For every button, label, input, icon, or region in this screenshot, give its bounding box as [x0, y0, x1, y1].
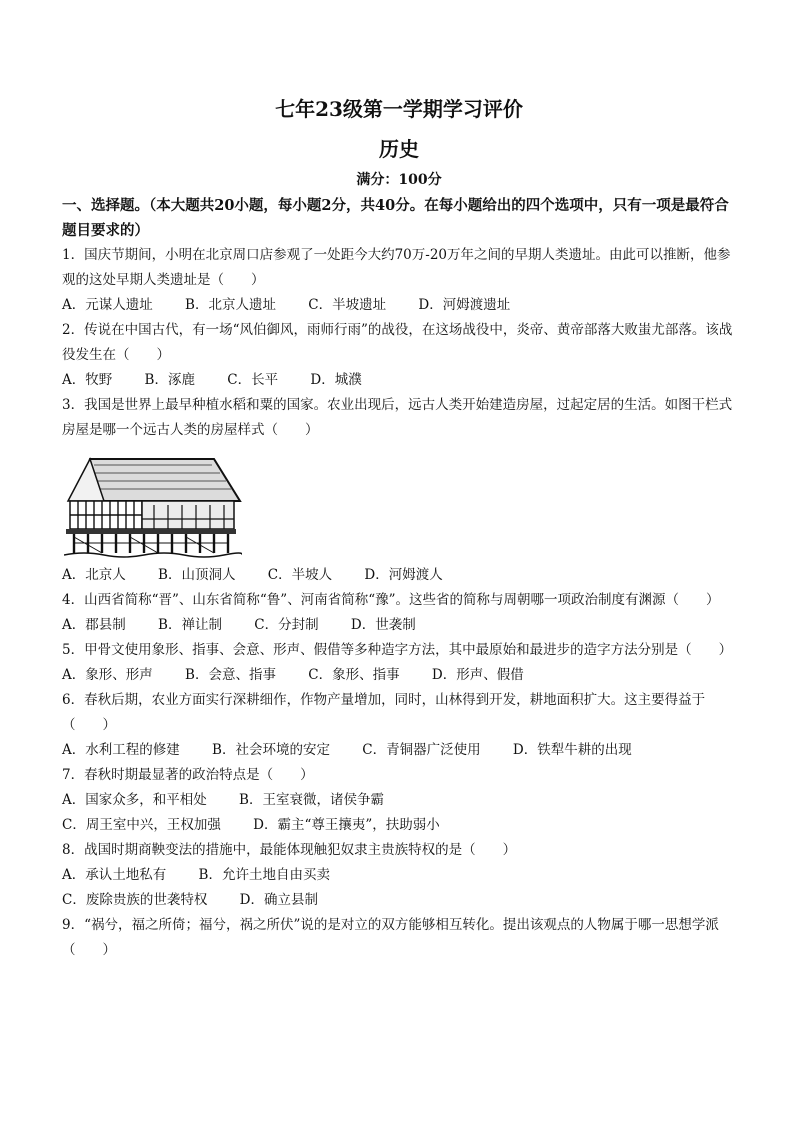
option-a[interactable]: A．象形、形声 [62, 667, 153, 683]
question-3: 3．我国是世界上最早种植水稻和粟的国家。农业出现后，远古人类开始建造房屋，过起定居的生活。如图干栏式房屋是哪一个远古人类的房屋样式（ ） [62, 397, 733, 438]
question-8-options-row-1 [62, 863, 736, 888]
option-d[interactable]: D．河姆渡人 [364, 567, 443, 583]
question-7-options-row-1 [62, 788, 736, 813]
option-c[interactable]: C．分封制 [254, 617, 319, 633]
option-d[interactable]: D．确立县制 [239, 892, 318, 908]
option-c[interactable]: C．象形、指事 [308, 667, 400, 683]
option-b[interactable]: B．涿鹿 [144, 372, 195, 388]
section-heading: 一、选择题。（本大题共20小题，每小题2分，共40分。在每小题给出的四个选项中，只有一项是最符合题目要求的） [62, 197, 729, 239]
exam-title: 七年23级第一学期学习评价 [275, 97, 523, 121]
option-c[interactable]: C．周王室中兴，王权加强 [62, 817, 221, 833]
option-b[interactable]: B．山顶洞人 [158, 567, 236, 583]
option-b[interactable]: B．社会环境的安定 [212, 742, 330, 758]
question-7-options-row-2 [62, 813, 736, 838]
option-a[interactable]: A．水利工程的修建 [62, 742, 180, 758]
option-a[interactable]: A．郡县制 [62, 617, 126, 633]
option-d[interactable]: D．世袭制 [350, 617, 416, 633]
option-a[interactable]: A．北京人 [62, 567, 126, 583]
question-3-options [62, 563, 736, 588]
full-score: 满分：100分 [356, 172, 442, 188]
option-b[interactable]: B．会意、指事 [185, 667, 276, 683]
option-c[interactable]: C．废除贵族的世袭特权 [62, 892, 208, 908]
exam-page [62, 92, 736, 963]
question-8: 8．战国时期商鞅变法的措施中，最能体现触犯奴隶主贵族特权的是（ ） [62, 842, 517, 858]
option-d[interactable]: D．城濮 [310, 372, 362, 388]
question-5-options [62, 663, 736, 688]
option-d[interactable]: D．河姆渡遗址 [418, 297, 511, 313]
option-b[interactable]: B．北京人遗址 [185, 297, 276, 313]
option-a[interactable]: A．牧野 [62, 372, 113, 388]
stilt-house-illustration [64, 449, 242, 559]
question-4-options [62, 613, 736, 638]
question-6: 6．春秋后期，农业方面实行深耕细作，作物产量增加，同时，山林得到开发，耕地面积扩大。这主要得益于（ ） [62, 692, 706, 733]
option-c[interactable]: C．半坡人 [267, 567, 333, 583]
option-b[interactable]: B．允许土地自由买卖 [198, 867, 330, 883]
question-4: 4．山西省简称“晋”、山东省简称“鲁”、河南省简称“豫”。这些省的简称与周朝哪一项政治制度有渊源（ ） [62, 592, 720, 608]
option-d[interactable]: D．形声、假借 [431, 667, 524, 683]
question-8-options-row-2 [62, 888, 736, 913]
option-d[interactable]: D．铁犁牛耕的出现 [512, 742, 632, 758]
question-2: 2．传说在中国古代，有一场“风伯御风，雨师行雨”的战役，在这场战役中，炎帝、黄帝部落大败蚩尤部落。该战役发生在（ ） [62, 322, 733, 363]
option-c[interactable]: C．长平 [227, 372, 279, 388]
question-6-options [62, 738, 736, 763]
question-1-options [62, 293, 736, 318]
subject-title: 历史 [379, 137, 419, 161]
option-c[interactable]: C．半坡遗址 [308, 297, 387, 313]
question-9: 9．“祸兮，福之所倚；福兮，祸之所伏”说的是对立的双方能够相互转化。提出该观点的人物属于哪一思想学派（ ） [62, 917, 719, 958]
option-a[interactable]: A．国家众多，和平相处 [62, 792, 207, 808]
option-d[interactable]: D．霸主“尊王攘夷”，扶助弱小 [253, 817, 440, 833]
question-7: 7．春秋时期最显著的政治特点是（ ） [62, 767, 314, 783]
question-5: 5．甲骨文使用象形、指事、会意、形声、假借等多种造字方法，其中最原始和最进步的造字方法分别是（ ） [62, 642, 733, 658]
question-2-options [62, 368, 736, 393]
question-1: 1．国庆节期间，小明在北京周口店参观了一处距今大约70万-20万年之间的早期人类遗址。由此可以推断，他参观的这处早期人类遗址是（ ） [62, 247, 731, 288]
option-b[interactable]: B．王室衰微，诸侯争霸 [239, 792, 384, 808]
option-b[interactable]: B．禅让制 [158, 617, 222, 633]
option-a[interactable]: A．承认土地私有 [62, 867, 167, 883]
option-a[interactable]: A．元谋人遗址 [62, 297, 153, 313]
option-c[interactable]: C．青铜器广泛使用 [362, 742, 481, 758]
